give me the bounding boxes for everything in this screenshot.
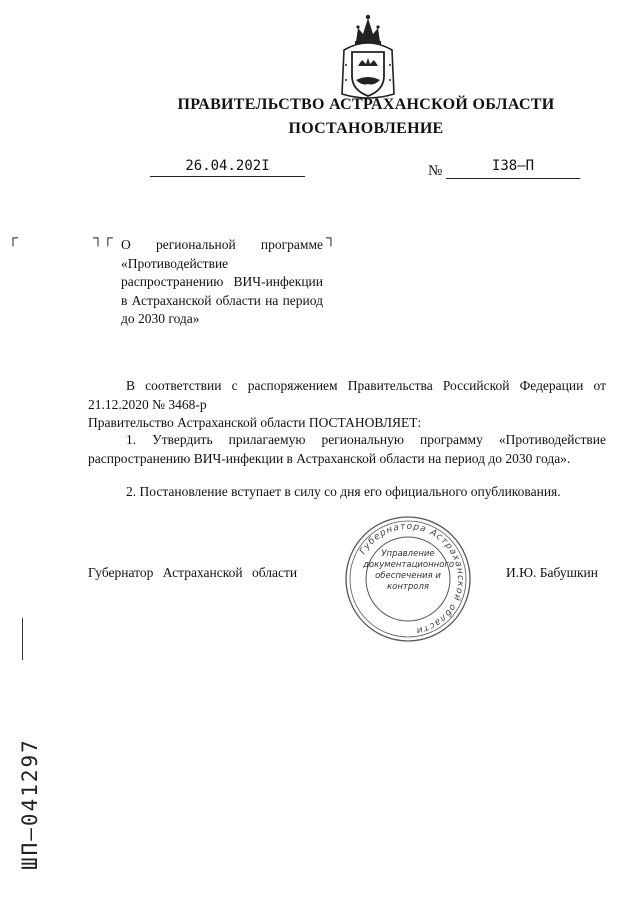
- document-subject: О региональной программе «Противодействие распространению ВИЧ-инфекции в Астраханской области на период до 2030 года»: [121, 237, 323, 326]
- number-underline: [446, 178, 580, 179]
- corner-bracket-mark: ┐: [326, 231, 336, 246]
- margin-tick: [22, 618, 23, 660]
- body-item-2: 2. Постановление вступает в силу со дня его официального опубликования.: [126, 484, 561, 499]
- body-item-1: 1. Утвердить прилагаемую региональную программу «Противодействие распространению ВИЧ-инфекции в Астраханской области на период до 2030 года».: [88, 432, 606, 466]
- number-sign: №: [428, 163, 443, 179]
- corner-bracket-mark: ┌: [8, 231, 18, 246]
- organization-name: ПРАВИТЕЛЬСТВО АСТРАХАНСКОЙ ОБЛАСТИ: [177, 96, 555, 113]
- corner-bracket-mark: ┐┌: [93, 231, 113, 246]
- coat-of-arms-icon: [336, 10, 400, 102]
- seal-outer-text: Губернатора Астраханской области: [358, 521, 466, 636]
- signer-name: И.Ю. Бабушкин: [506, 565, 599, 580]
- document-date: 26.04.202I: [185, 158, 270, 174]
- signer-title: Губернатор Астраханской области: [88, 565, 298, 580]
- document-type: ПОСТАНОВЛЕНИЕ: [288, 120, 444, 137]
- document-number: I38–П: [491, 158, 535, 174]
- serial-stamp: ШП–041297: [18, 738, 42, 870]
- body-decree-line: Правительство Астраханской области ПОСТАНОВЛЯЕТ:: [88, 415, 422, 430]
- body-intro-paragraph: В соответствии с распоряжением Правительства Российской Федерации от 21.12.2020 № 3468-р: [88, 378, 606, 412]
- date-underline: [150, 176, 305, 177]
- seal-inner-text: Управление документационного обеспечения и контроля: [363, 549, 455, 592]
